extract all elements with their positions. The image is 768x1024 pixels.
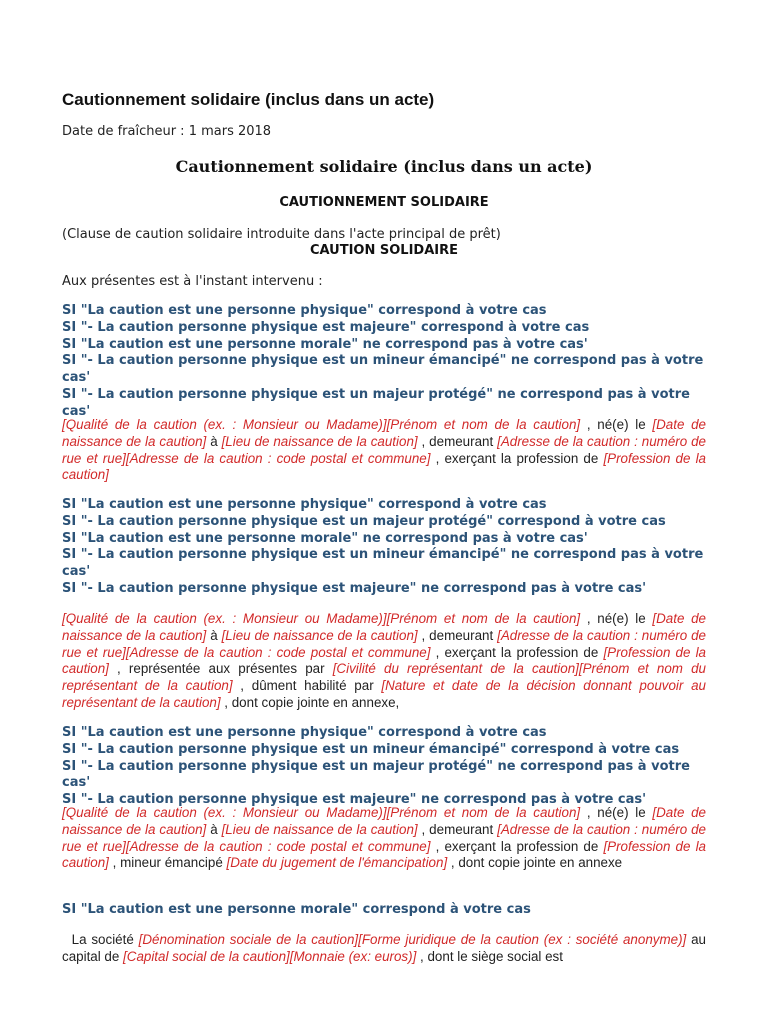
document-caps-title: CAUTIONNEMENT SOLIDAIRE — [279, 195, 489, 210]
paragraph-text: , exerçant la profession de — [430, 838, 604, 854]
placeholder-field: [Capital social de la caution][Monnaie (ex: euros)] — [123, 948, 417, 964]
paragraph-text: , dont copie jointe en annexe — [447, 855, 623, 871]
paragraph-text: , exerçant la profession de — [430, 644, 604, 660]
placeholder-field: [Qualité de la caution (ex. : Monsieur ou Madame)][Prénom et nom de la caution] — [62, 611, 581, 626]
condition-line: SI "La caution est une personne morale" correspond à votre cas — [62, 902, 531, 917]
paragraph-text: , né(e) le — [580, 805, 653, 820]
placeholder-field: [Qualité de la caution (ex. : Monsieur ou Madame)][Prénom et nom de la caution] — [62, 805, 581, 820]
placeholder-field: [Lieu de naissance de la caution] — [221, 433, 418, 449]
freshness-date: Date de fraîcheur : 1 mars 2018 — [62, 124, 272, 139]
placeholder-field: [Lieu de naissance de la caution] — [221, 821, 418, 837]
placeholder-field: [Date de naissance de la caution] — [62, 417, 706, 449]
condition-line: SI "La caution est une personne morale" ne correspond pas à votre cas' — [62, 336, 588, 352]
clause-note: (Clause de caution solidaire introduite dans l'acte principal de prêt) — [62, 227, 501, 242]
paragraph-text: au capital de — [62, 932, 706, 964]
paragraph-text: , né(e) le — [580, 611, 653, 626]
placeholder-field: [Profession de la caution] — [62, 450, 707, 483]
condition-line: SI "- La caution personne physique est un majeur protégé" ne correspond pas à votre cas' — [62, 386, 690, 419]
condition-line: SI "- La caution personne physique est majeure" correspond à votre cas — [62, 319, 590, 335]
paragraph-3 — [62, 805, 706, 872]
paragraph-2 — [62, 611, 706, 712]
condition-line: SI "- La caution personne physique est un mineur émancipé" ne correspond pas à votre — [62, 547, 704, 563]
caution-subtitle: CAUTION SOLIDAIRE — [309, 243, 459, 258]
paragraph-text: à — [206, 433, 222, 449]
condition-line: SI "La caution est une personne physique" correspond à votre cas — [62, 497, 547, 512]
paragraph-text: , dont copie jointe en annexe, — [220, 694, 400, 710]
condition-line: SI "La caution est une personne physique" correspond à votre cas — [62, 303, 547, 318]
page-title: Cautionnement solidaire (inclus dans un acte) — [62, 90, 435, 109]
paragraph-text: , demeurant — [417, 821, 498, 837]
placeholder-field: [Date de naissance de la caution] — [62, 611, 706, 643]
paragraph-text: , mineur émancipé — [108, 855, 227, 871]
placeholder-field: [Date du jugement de l'émancipation] — [226, 855, 448, 871]
paragraph-text: , dont le siège social est — [416, 948, 563, 964]
condition-line: SI "- La caution personne physique est un mineur émancipé" correspond à votre cas — [62, 741, 680, 757]
condition-line: SI "La caution est une personne physique" correspond à votre cas — [62, 725, 547, 740]
document-title: Cautionnement solidaire (inclus dans un acte) — [175, 157, 593, 176]
intro-text: Aux présentes est à l'instant intervenu : — [62, 274, 323, 289]
condition-line: SI "- La caution personne physique est majeure" ne correspond pas à votre cas' — [62, 580, 647, 596]
paragraph-text: , représentée aux présentes par — [108, 661, 333, 677]
condition-line: SI "- La caution personne physique est majeure" ne correspond pas à votre cas' — [62, 792, 647, 808]
paragraph-text: à — [206, 627, 222, 643]
condition-line: cas' — [62, 370, 91, 386]
placeholder-field: [Dénomination sociale de la caution][Forme juridique de la caution (ex : société anonyme)] — [138, 932, 687, 947]
placeholder-field: [Profession de la caution] — [62, 644, 707, 677]
placeholder-field: [Adresse de la caution : numéro de rue et rue][Adresse de la caution : code postal et commune] — [62, 821, 706, 854]
placeholder-field: [Profession de la caution] — [62, 838, 707, 871]
paragraph-text: , dûment habilité par — [232, 678, 382, 694]
paragraph-text: La société — [62, 932, 139, 947]
condition-block-3 — [62, 725, 706, 809]
condition-line: SI "- La caution personne physique est un majeur protégé" correspond à votre cas — [62, 513, 666, 529]
condition-line: SI "- La caution personne physique est un majeur protégé" ne correspond pas à votre cas' — [62, 758, 690, 791]
paragraph-text: , exerçant la profession de — [430, 450, 604, 466]
paragraph-text: à — [206, 821, 222, 837]
condition-block-1 — [62, 303, 706, 421]
condition-line: SI "- La caution personne physique est un mineur émancipé" ne correspond pas à votre — [62, 353, 704, 369]
condition-block-2 — [62, 497, 706, 598]
placeholder-field: [Nature et date de la décision donnant pouvoir au représentant de la caution] — [62, 678, 706, 710]
paragraph-1 — [62, 417, 706, 484]
paragraph-4 — [62, 932, 706, 966]
condition-block-4 — [62, 902, 706, 919]
paragraph-text: , demeurant — [417, 433, 498, 449]
placeholder-field: [Qualité de la caution (ex. : Monsieur ou Madame)][Prénom et nom de la caution] — [62, 417, 581, 432]
placeholder-field: [Lieu de naissance de la caution] — [221, 627, 418, 643]
placeholder-field: [Date de naissance de la caution] — [62, 805, 706, 837]
paragraph-text: , né(e) le — [580, 417, 653, 432]
condition-line: cas' — [62, 564, 91, 580]
paragraph-text: , demeurant — [417, 627, 498, 643]
placeholder-field: [Adresse de la caution : numéro de rue et rue][Adresse de la caution : code postal et commune] — [62, 627, 706, 660]
placeholder-field: [Civilité du représentant de la caution][Prénom et nom du représentant de la caution] — [62, 661, 706, 694]
placeholder-field: [Adresse de la caution : numéro de rue et rue][Adresse de la caution : code postal et commune] — [62, 433, 706, 466]
condition-line: SI "La caution est une personne morale" ne correspond pas à votre cas' — [62, 530, 588, 546]
